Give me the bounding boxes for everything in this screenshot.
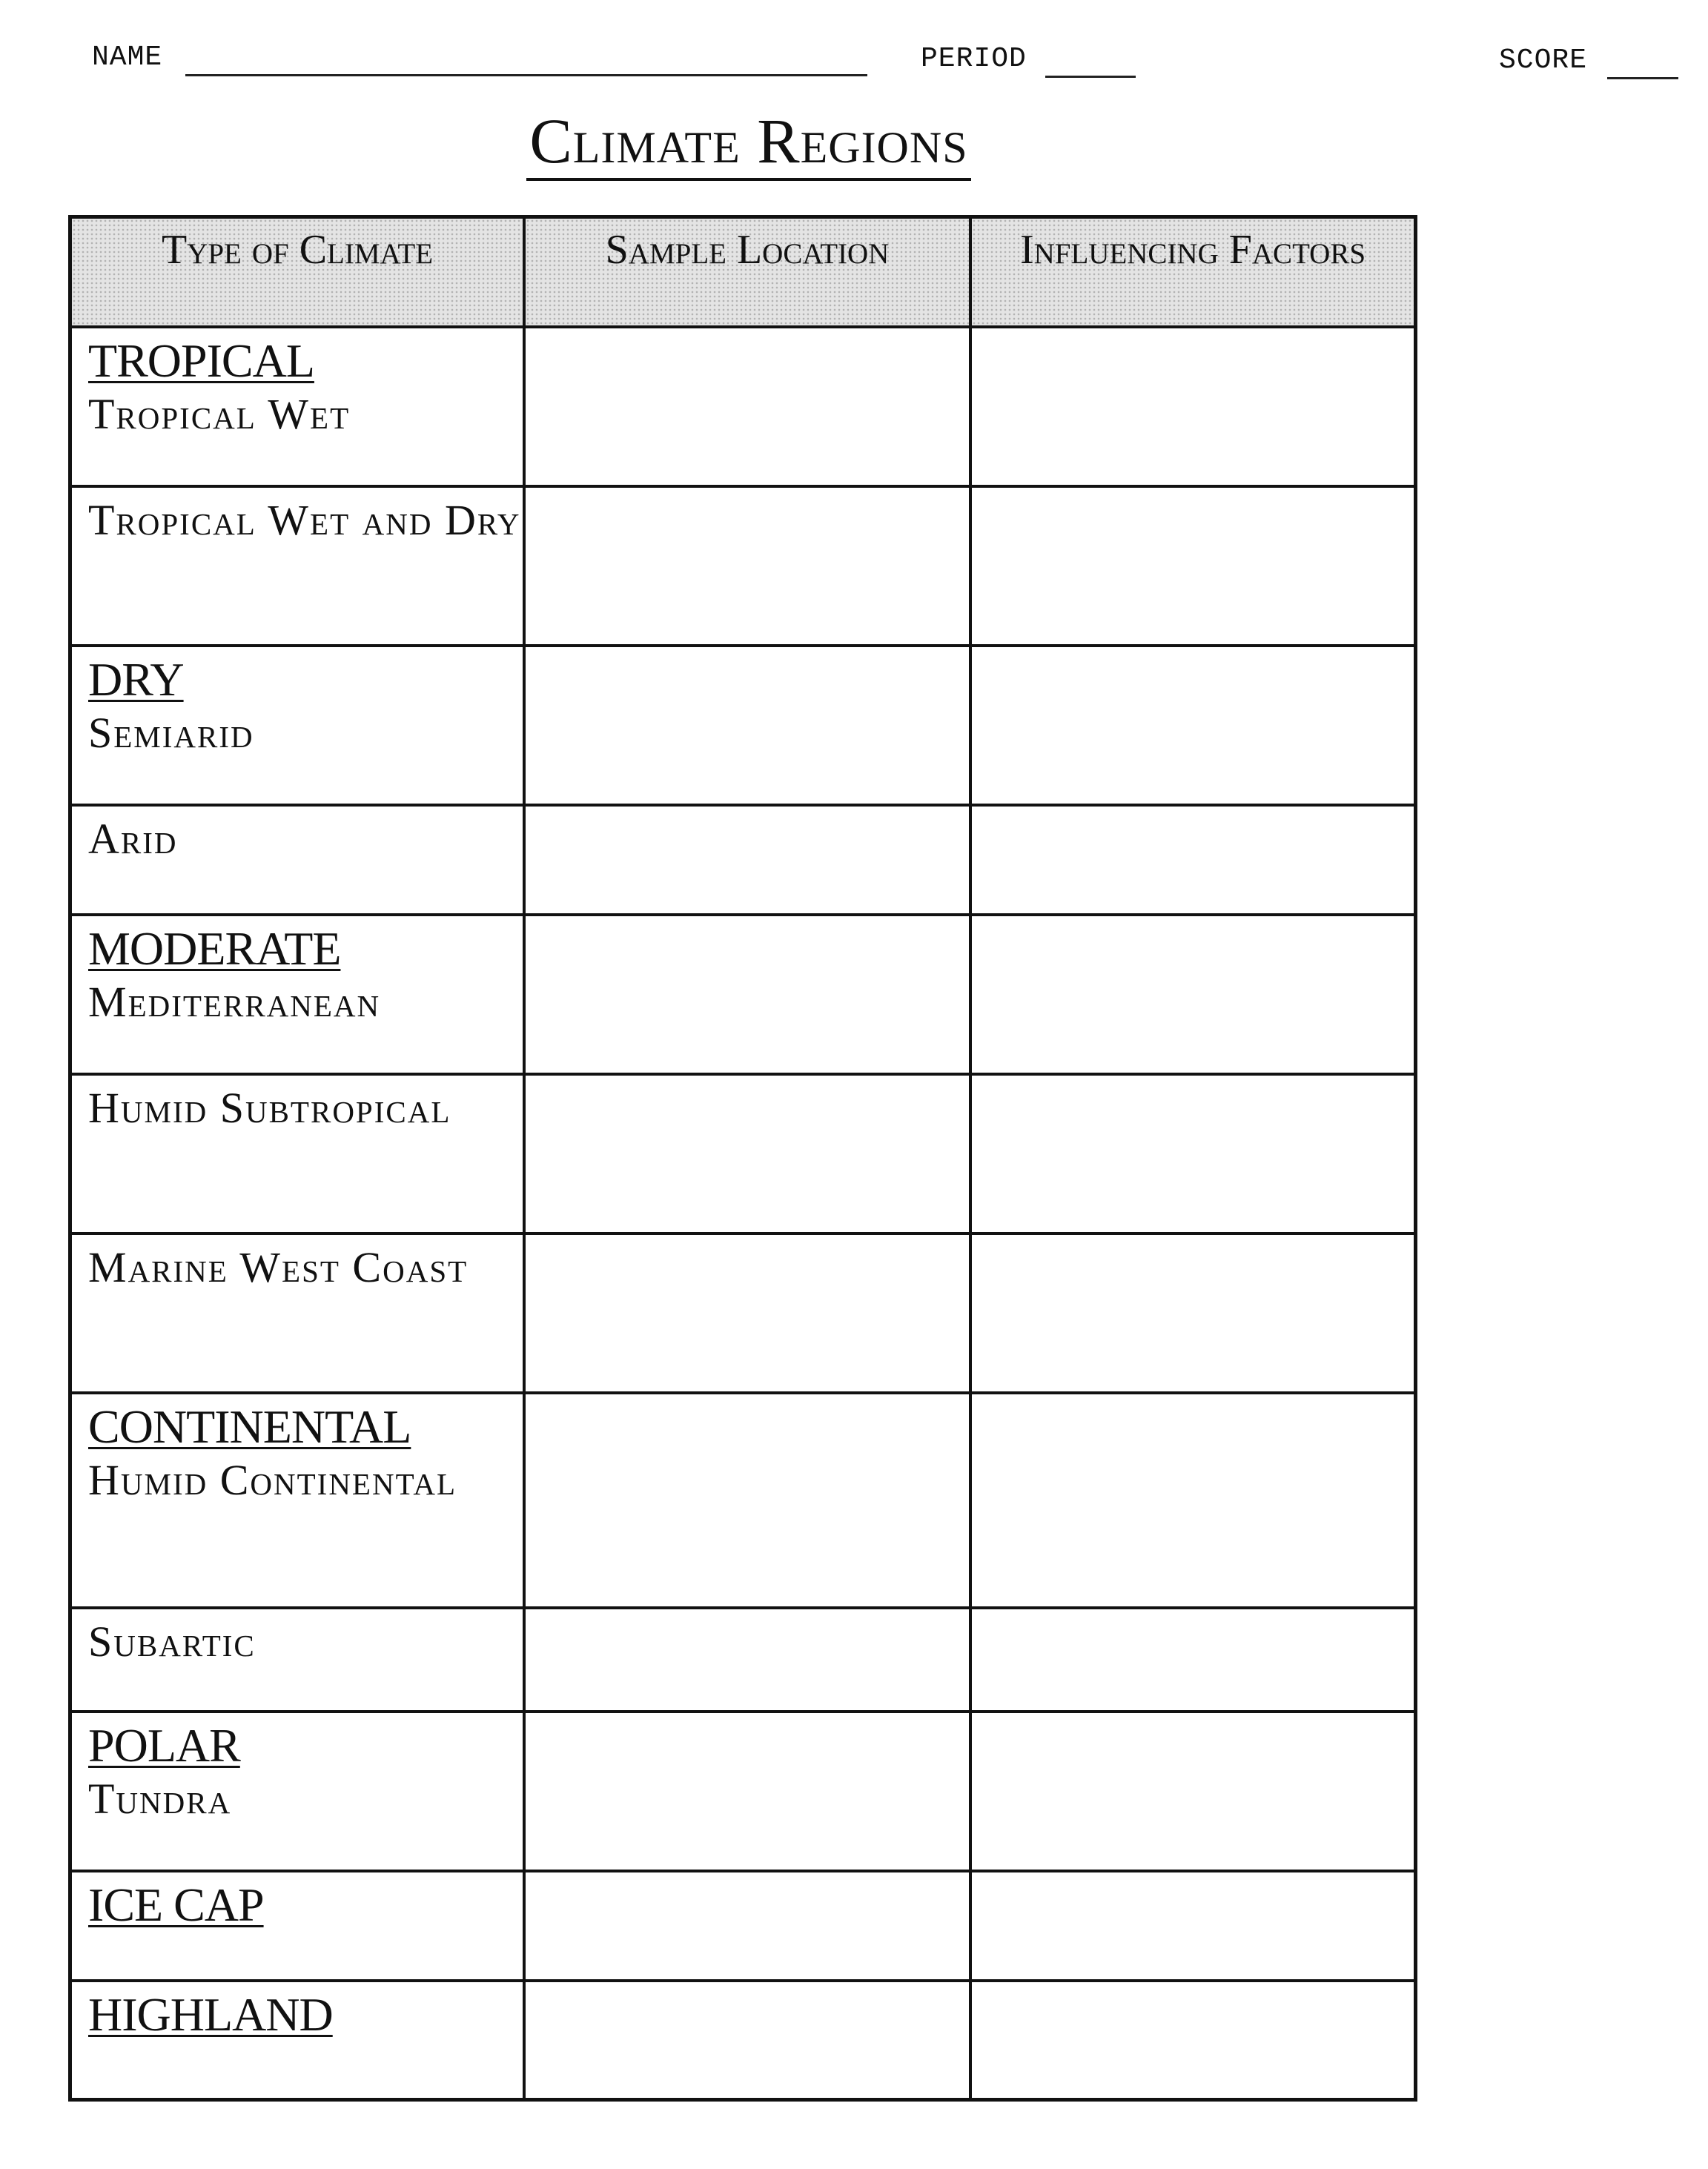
sample-location-cell[interactable]	[526, 647, 972, 807]
climate-category: CONTINENTAL	[88, 1400, 411, 1453]
sample-location-cell[interactable]	[526, 1235, 972, 1394]
climate-subtype: Tropical Wet and Dry	[88, 496, 521, 544]
sample-location-cell[interactable]	[526, 916, 972, 1076]
climate-subtype: Tropical Wet	[88, 390, 351, 438]
climate-subtype: Arid	[88, 815, 178, 863]
period-field[interactable]	[1045, 76, 1136, 78]
sample-location-cell[interactable]	[526, 1076, 972, 1235]
influencing-factors-cell[interactable]	[972, 807, 1414, 916]
sample-location-cell[interactable]	[526, 1713, 972, 1872]
sample-location-cell[interactable]	[526, 1872, 972, 1982]
period-label: PERIOD	[921, 43, 1027, 75]
climate-type-cell	[72, 1076, 526, 1235]
climate-category: MODERATE	[88, 922, 341, 975]
climate-type-cell	[72, 488, 526, 647]
sample-location-cell[interactable]	[526, 328, 972, 488]
climate-subtype: Semiarid	[88, 709, 254, 757]
influencing-factors-cell[interactable]	[972, 647, 1414, 807]
climate-type-cell	[72, 328, 526, 488]
influencing-factors-cell[interactable]	[972, 328, 1414, 488]
climate-subtype: Marine West Coast	[88, 1243, 469, 1291]
influencing-factors-cell[interactable]	[972, 1982, 1414, 2098]
influencing-factors-cell[interactable]	[972, 488, 1414, 647]
column-header-sample-location: Sample Location	[526, 219, 972, 328]
influencing-factors-cell[interactable]	[972, 1713, 1414, 1872]
climate-category: HIGHLAND	[88, 1988, 333, 2041]
climate-type-cell	[72, 807, 526, 916]
sample-location-cell[interactable]	[526, 488, 972, 647]
score-label: SCORE	[1499, 44, 1588, 76]
climate-subtype: Subartic	[88, 1617, 256, 1666]
sample-location-cell[interactable]	[526, 1394, 972, 1609]
column-header-type-of-climate: Type of Climate	[72, 219, 526, 328]
climate-type-cell	[72, 1713, 526, 1872]
climate-subtype: Mediterranean	[88, 978, 381, 1026]
sample-location-cell[interactable]	[526, 1982, 972, 2098]
climate-regions-table	[68, 215, 1417, 2102]
page-title: Climate Regions	[0, 104, 1497, 178]
influencing-factors-cell[interactable]	[972, 1872, 1414, 1982]
column-header-influencing-factors: Influencing Factors	[972, 219, 1414, 328]
influencing-factors-cell[interactable]	[972, 916, 1414, 1076]
sample-location-cell[interactable]	[526, 1609, 972, 1713]
climate-type-cell	[72, 1982, 526, 2098]
climate-subtype: Tundra	[88, 1775, 232, 1823]
name-label: NAME	[92, 42, 163, 73]
climate-subtype: Humid Subtropical	[88, 1084, 451, 1132]
climate-type-cell	[72, 647, 526, 807]
climate-category: DRY	[88, 653, 184, 706]
climate-type-cell	[72, 1609, 526, 1713]
climate-type-cell	[72, 916, 526, 1076]
influencing-factors-cell[interactable]	[972, 1235, 1414, 1394]
climate-category: ICE CAP	[88, 1878, 264, 1931]
influencing-factors-cell[interactable]	[972, 1076, 1414, 1235]
climate-category: TROPICAL	[88, 334, 314, 387]
climate-category: POLAR	[88, 1719, 240, 1772]
score-field[interactable]	[1607, 77, 1678, 79]
climate-subtype: Humid Continental	[88, 1456, 457, 1504]
name-field[interactable]	[185, 74, 867, 76]
climate-type-cell	[72, 1235, 526, 1394]
sample-location-cell[interactable]	[526, 807, 972, 916]
influencing-factors-cell[interactable]	[972, 1609, 1414, 1713]
climate-type-cell	[72, 1394, 526, 1609]
climate-type-cell	[72, 1872, 526, 1982]
influencing-factors-cell[interactable]	[972, 1394, 1414, 1609]
